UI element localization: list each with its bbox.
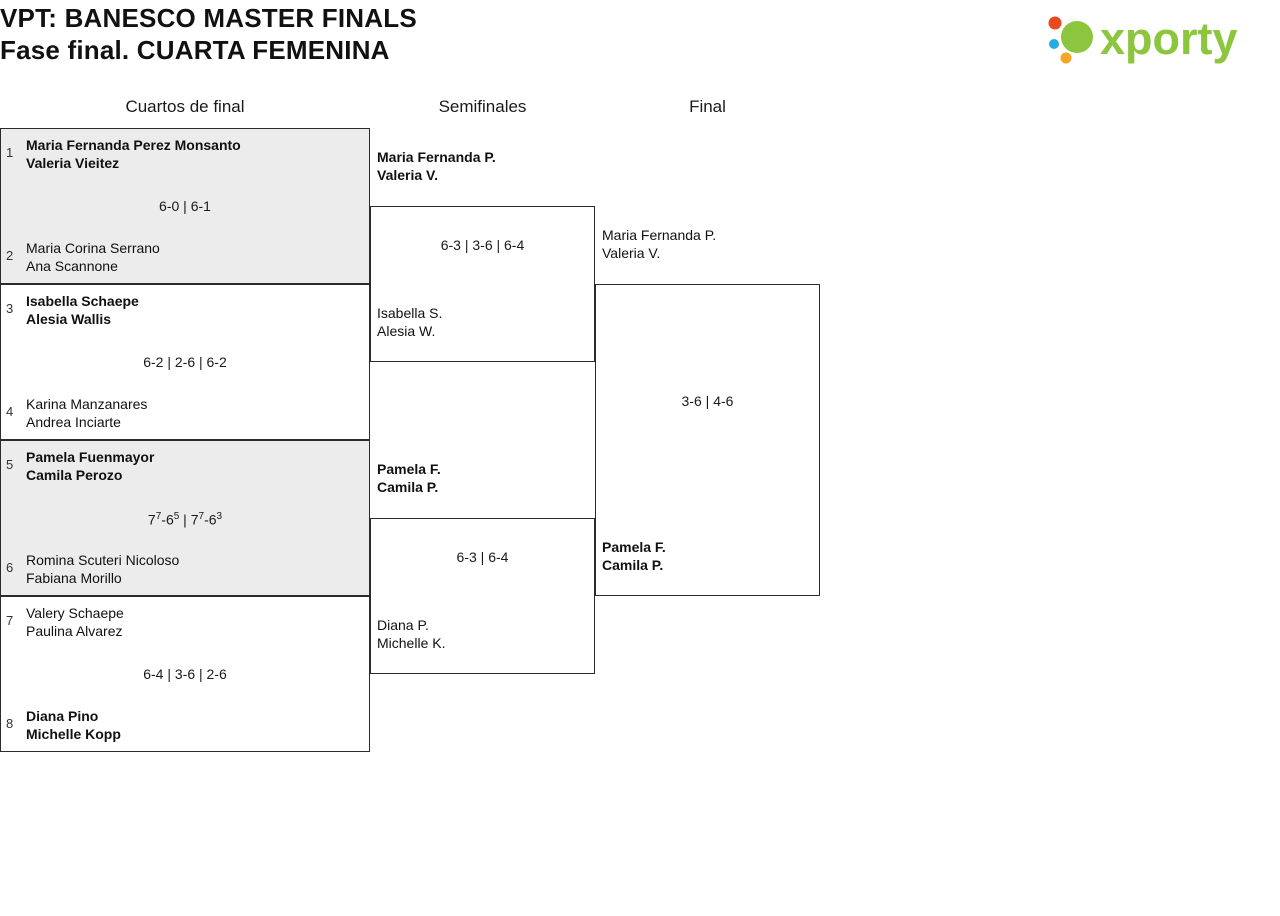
seed-6: 6 xyxy=(6,560,14,575)
seed-8: 8 xyxy=(6,716,14,731)
team-qf2-bottom: Karina Manzanares Andrea Inciarte xyxy=(26,396,148,430)
seed-1: 1 xyxy=(6,145,14,160)
score-qf3: $7^7-6^5$ | $7^7-6^3$ xyxy=(147,511,223,528)
team-sf1-top: Maria Fernanda P. Valeria V. xyxy=(377,149,496,183)
title-line-1: VPT: BANESCO MASTER FINALS xyxy=(0,3,417,33)
title-line-2: Fase final. CUARTA FEMENINA xyxy=(0,35,390,65)
score-sf2: 6-3 | 6-4 xyxy=(456,549,509,565)
seed-2: 2 xyxy=(6,248,14,263)
seed-7: 7 xyxy=(6,613,14,628)
team-sf2-bottom: Diana P. Michelle K. xyxy=(377,617,446,651)
xporty-logo xyxy=(1044,6,1274,68)
team-qf4-top: Valery Schaepe Paulina Alvarez xyxy=(26,605,124,639)
team-qf1-bottom: Maria Corina Serrano Ana Scannone xyxy=(26,240,160,274)
round-header-semifinals: Semifinales xyxy=(438,97,527,116)
team-qf2-top: Isabella Schaepe Alesia Wallis xyxy=(26,293,139,327)
seed-3: 3 xyxy=(6,301,14,316)
team-qf3-top: Pamela Fuenmayor Camila Perozo xyxy=(26,449,155,483)
team-qf3-bottom: Romina Scuteri Nicoloso Fabiana Morillo xyxy=(26,552,180,586)
round-header-final: Final xyxy=(689,97,726,116)
team-final-bottom: Pamela F. Camila P. xyxy=(602,539,666,573)
team-qf1-top: Maria Fernanda Perez Monsanto Valeria Vieitez xyxy=(26,137,241,171)
score-qf1: 6-0 | 6-1 xyxy=(159,198,211,214)
seed-4: 4 xyxy=(6,404,14,419)
team-final-top: Maria Fernanda P. Valeria V. xyxy=(602,227,717,261)
round-header-quarterfinals: Cuartos de final xyxy=(125,97,245,116)
team-qf4-bottom: Diana Pino Michelle Kopp xyxy=(26,708,121,742)
svg-text:xporty: xporty xyxy=(1100,13,1238,64)
score-qf4: 6-4 | 3-6 | 2-6 xyxy=(143,666,227,682)
score-final: 3-6 | 4-6 xyxy=(681,393,734,409)
score-sf1: 6-3 | 3-6 | 6-4 xyxy=(440,237,525,253)
score-qf2: 6-2 | 2-6 | 6-2 xyxy=(143,354,227,370)
team-sf2-top: Pamela F. Camila P. xyxy=(377,461,441,495)
page-title xyxy=(0,2,900,66)
seed-5: 5 xyxy=(6,457,14,472)
team-sf1-bottom: Isabella S. Alesia W. xyxy=(377,305,443,339)
